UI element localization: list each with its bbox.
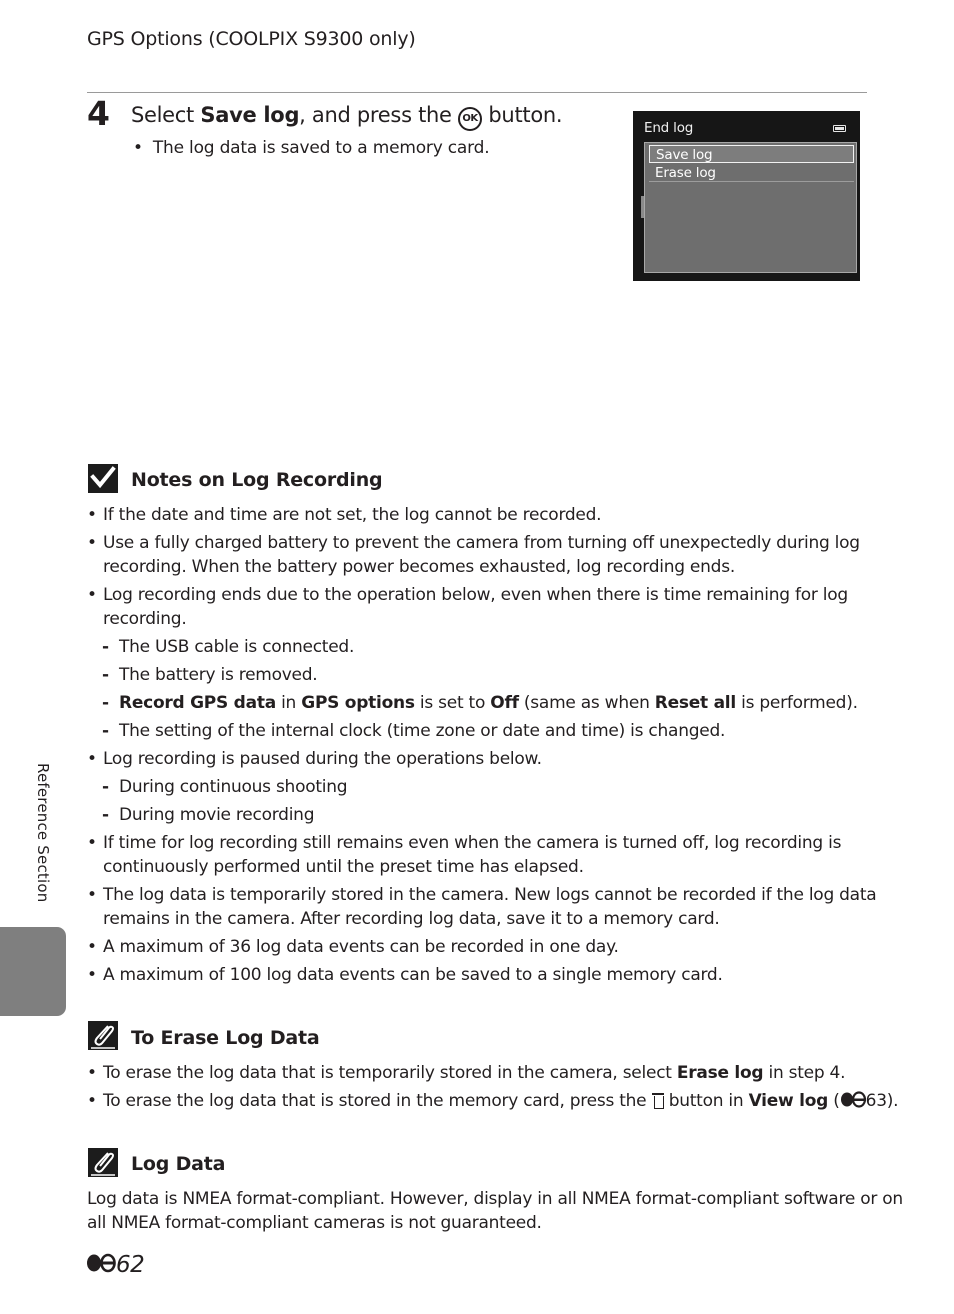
erase-line-2 (103, 1091, 898, 1111)
erase-line-1 (103, 1063, 845, 1083)
log-data-title: Log Data (131, 1153, 226, 1175)
bullet-dot-icon: • (87, 965, 98, 985)
term-view-log: View log (748, 1091, 829, 1111)
page-number (86, 1252, 144, 1279)
text-span: To erase the log data that is stored in the memory card, press the (103, 1091, 652, 1111)
notes-sub-3 (119, 693, 858, 713)
dash-icon: - (102, 637, 110, 657)
notes-bullet-2-line-2: recording. When the battery power becomes exhausted, log recording ends. (103, 557, 735, 577)
term-erase-log: Erase log (676, 1063, 764, 1083)
pencil-note-icon (88, 1021, 118, 1050)
notes-bullet-4: Log recording is paused during the operations below. (103, 749, 542, 769)
step-bullet: • The log data is saved to a memory card. (133, 138, 489, 158)
step-title-bold: Save log (200, 103, 300, 127)
page-header: GPS Options (COOLPIX S9300 only) (87, 28, 416, 50)
term-off: Off (490, 693, 519, 713)
page-number-text: 62 (116, 1252, 145, 1278)
bullet-dot-icon: • (87, 1063, 98, 1083)
term-record-gps-data: Record GPS data (119, 693, 276, 713)
pencil-note-icon (88, 1148, 118, 1177)
menu-item-erase-log[interactable]: Erase log (649, 164, 854, 182)
bullet-dot-icon: • (87, 885, 98, 905)
term-gps-options: GPS options (301, 693, 415, 713)
erase-title: To Erase Log Data (131, 1027, 320, 1049)
text-span: To erase the log data that is temporarily stored in the camera, select (103, 1063, 677, 1083)
step-title-mid: , and press the (299, 103, 459, 127)
notes-bullet-8: A maximum of 100 log data events can be saved to a single memory card. (103, 965, 723, 985)
dash-icon: - (102, 721, 110, 741)
text-span: button in (663, 1091, 749, 1111)
page-ref: 63 (865, 1091, 887, 1111)
menu-item-save-log[interactable]: Save log (649, 145, 854, 163)
notes-sub-2: The battery is removed. (119, 665, 318, 685)
check-note-icon (88, 464, 118, 493)
reference-section-icon (840, 1091, 866, 1108)
text-span: (same as when (518, 693, 655, 713)
step-number: 4 (87, 94, 110, 133)
notes-bullet-6-line-2: remains in the camera. After recording log data, save it to a memory card. (103, 909, 720, 929)
notes-bullet-3-line-1: Log recording ends due to the operation below, even when there is time remaining for log (103, 585, 848, 605)
bullet-dot-icon: • (87, 533, 98, 553)
dash-icon: - (102, 805, 110, 825)
log-data-line-1: Log data is NMEA format-compliant. However, display in all NMEA format-compliant software or on (87, 1189, 903, 1209)
notes-bullet-3-line-2: recording. (103, 609, 187, 629)
log-data-line-2: all NMEA format-compliant cameras is not guaranteed. (87, 1213, 542, 1233)
dash-icon: - (102, 693, 110, 713)
term-reset-all: Reset all (654, 693, 736, 713)
bullet-dot-icon: • (87, 937, 98, 957)
screen-menu-panel (644, 142, 857, 273)
notes-sub-4: The setting of the internal clock (time zone or date and time) is changed. (119, 721, 726, 741)
bullet-dot-icon: • (87, 1091, 98, 1111)
bullet-dot-icon: • (87, 749, 98, 769)
notes-bullet-5-line-2: continuously performed until the preset time has elapsed. (103, 857, 584, 877)
notes-bullet-5-line-1: If time for log recording still remains even when the camera is turned off, log recording is (103, 833, 842, 853)
text-span: ( (828, 1091, 840, 1111)
reference-section-icon (86, 1253, 116, 1279)
header-rule (87, 92, 867, 93)
notes-bullet-2-line-1: Use a fully charged battery to prevent the camera from turning off unexpectedly during log (103, 533, 860, 553)
trash-icon (652, 1093, 664, 1108)
dash-icon: - (102, 777, 110, 797)
bullet-dot-icon: • (87, 505, 98, 525)
step-title (131, 103, 562, 131)
dash-icon: - (102, 665, 110, 685)
text-span: is set to (414, 693, 491, 713)
notes-title: Notes on Log Recording (131, 469, 383, 491)
camera-screen (633, 111, 860, 281)
notes-bullet-7: A maximum of 36 log data events can be recorded in one day. (103, 937, 619, 957)
text-span: in (275, 693, 302, 713)
ok-button-icon: OK (458, 107, 482, 131)
step-title-pre: Select (131, 103, 201, 127)
text-span: in step 4. (763, 1063, 846, 1083)
screen-title: End log (644, 120, 694, 136)
notes-sub-5: During continuous shooting (119, 777, 348, 797)
notes-sub-1: The USB cable is connected. (119, 637, 355, 657)
side-section-label: Reference Section (34, 763, 52, 903)
bullet-dot-icon: • (87, 585, 98, 605)
notes-bullet-6-line-1: The log data is temporarily stored in the camera. New logs cannot be recorded if the log data (103, 885, 877, 905)
notes-sub-6: During movie recording (119, 805, 315, 825)
text-span: ). (886, 1091, 899, 1111)
step-title-post: button. (482, 103, 563, 127)
notes-bullet-1: If the date and time are not set, the log cannot be recorded. (103, 505, 602, 525)
side-section-tab (0, 927, 66, 1016)
bullet-dot-icon: • (87, 833, 98, 853)
text-span: is performed). (735, 693, 858, 713)
battery-icon (833, 125, 846, 132)
